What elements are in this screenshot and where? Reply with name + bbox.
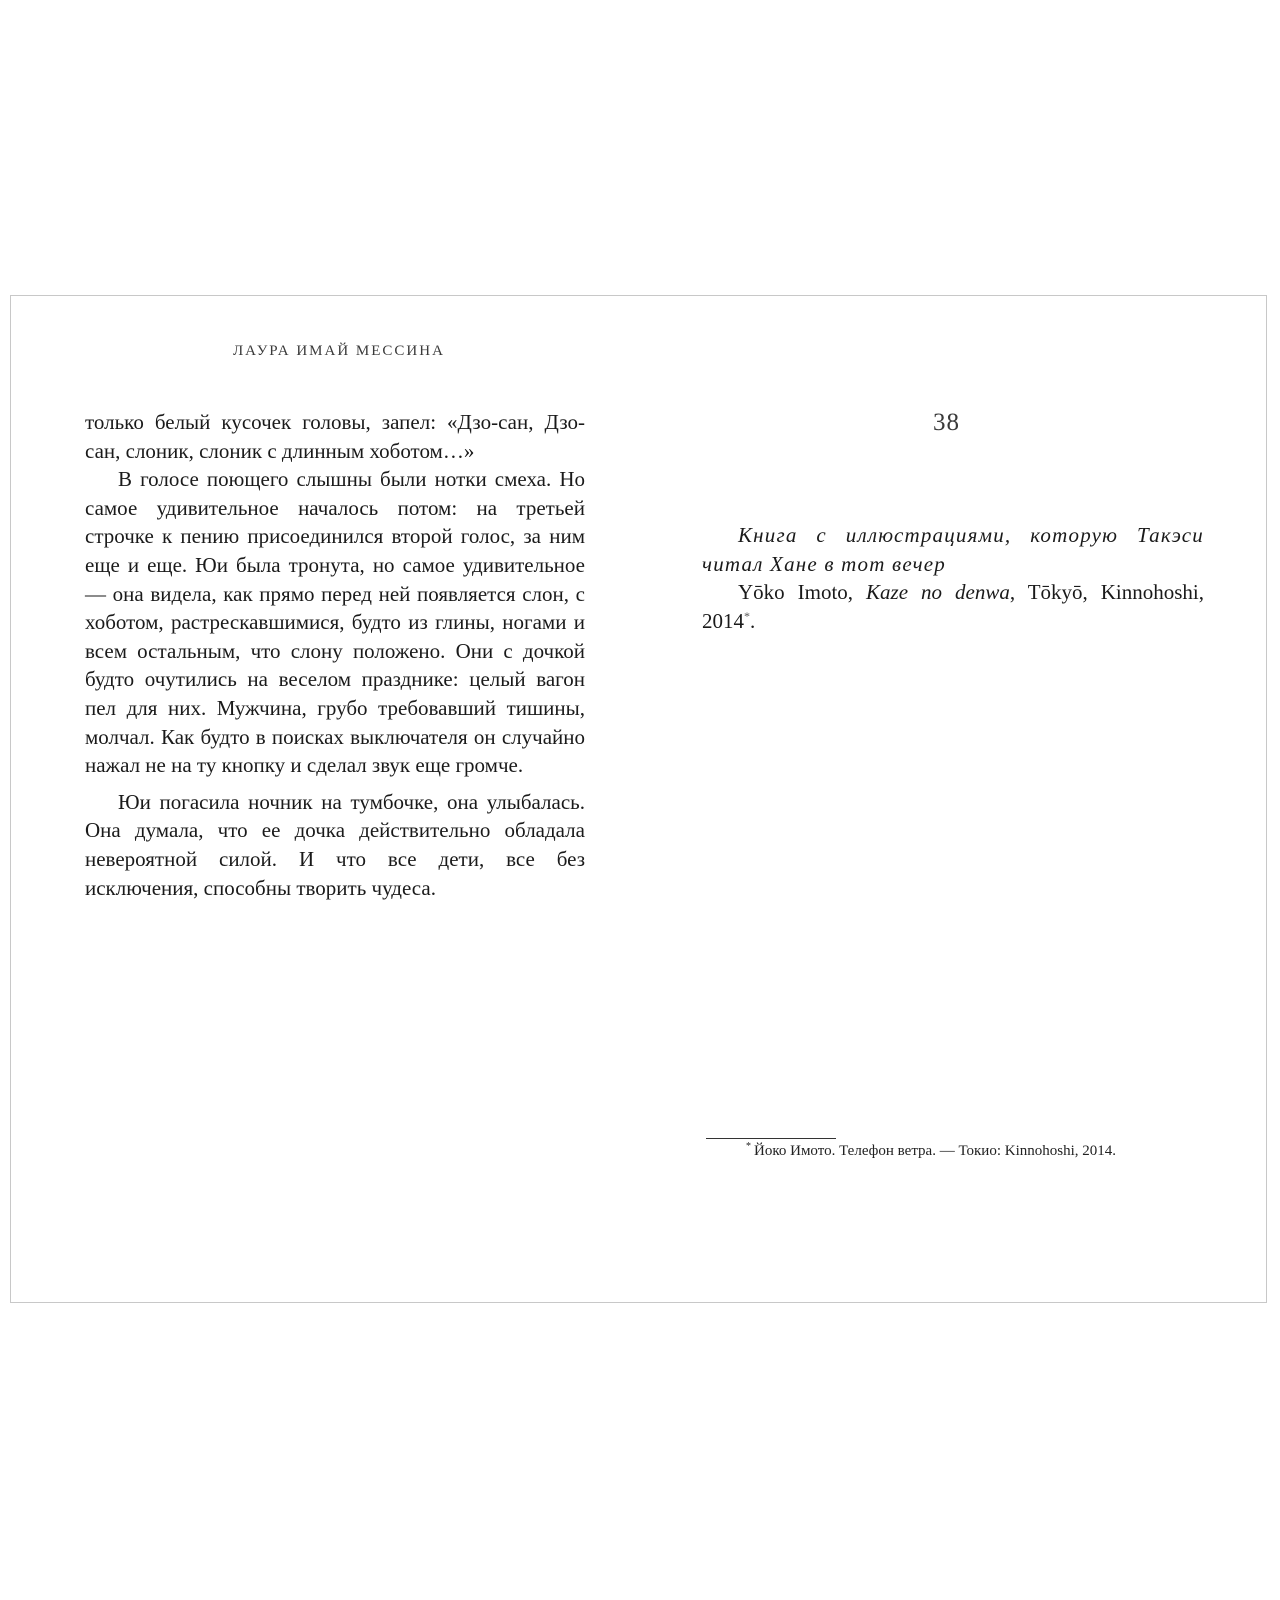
book-spread (10, 295, 1267, 1303)
citation-title: Kaze no denwa (866, 580, 1010, 605)
footnote-text: Йоко Имото. Телефон ветра. — Токио: Kinnohoshi, 2014. (754, 1143, 1116, 1159)
citation-rest: , Tōkyō, Kinnohoshi, 2014 (702, 580, 1205, 633)
chapter-number: 38 (933, 409, 960, 436)
footnote (746, 1143, 1116, 1160)
citation-author: Yōko Imoto, (738, 580, 854, 605)
footnote-marker: * (744, 608, 750, 623)
footnote-rule (706, 1138, 836, 1139)
right-page-body (702, 521, 1204, 635)
book-citation (702, 578, 1204, 635)
book-caption: Книга с иллюстрациями, которую Такэси читал Хане в тот вечер (702, 523, 1204, 576)
paragraph-2: В голосе поющего слышны были нотки смеха. Но самое удивительное началось потом: на третьей строчке к пению присоединился второй голос, за ним еще и еще. Юи была тронута, но самое удивительное — она видела, как прямо перед ней появляется слон, с хоботом, растрескавшимися, будто из глины, ногами и всем остальным, что слону положено. Они с дочкой будто очутились на веселом празднике: целый вагон пел для них. Мужчина, грубо требовавший тишины, молчал. Как будто в поисках выключателя он случайно нажал не на ту кнопку и сделал звук еще громче. (85, 467, 585, 778)
paragraph-3: Юи погасила ночник на тумбочке, она улыбалась. Она думала, что ее дочка действительно обладала невероятной силой. И что все дети, все без исключения, способны творить чудеса. (85, 789, 585, 900)
running-head: ЛАУРА ИМАЙ МЕССИНА (233, 343, 445, 359)
footnote-mark: * (746, 1141, 751, 1152)
left-page-body (85, 408, 585, 902)
citation-end: . (750, 608, 756, 633)
paragraph-1: только белый кусочек головы, запел: «Дзо-сан, Дзо-сан, слоник, слоник с длинным хоботом…» (85, 410, 585, 463)
